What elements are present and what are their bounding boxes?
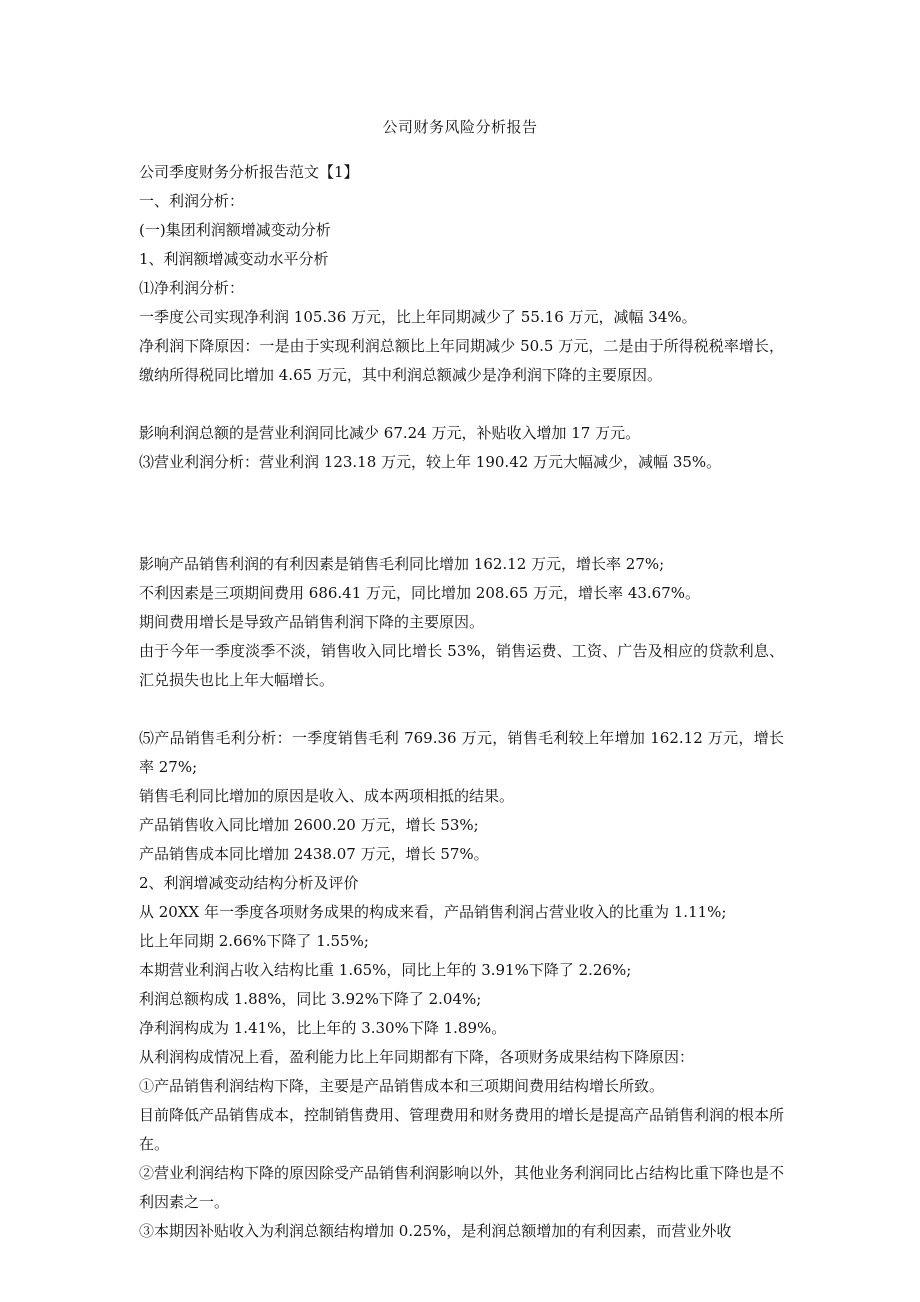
- subsection-heading: (一)集团利润额增减变动分析: [139, 221, 331, 239]
- paragraph: 由于今年一季度淡季不淡，销售收入同比增长 53%，销售运费、工资、广告及相应的贷款利息、汇兑损失也比上年大幅增长。: [139, 642, 784, 689]
- paragraph: 产品销售成本同比增加 2438.07 万元，增长 57%。: [139, 845, 489, 863]
- item-heading: ⑴净利润分析：: [139, 279, 245, 297]
- subsection-heading: 2、利润增减变动结构分析及评价: [139, 874, 359, 892]
- paragraph-gap: [139, 695, 784, 724]
- document-body: [139, 158, 784, 1246]
- paragraph: 影响利润总额的是营业利润同比减少 67.24 万元，补贴收入增加 17 万元。: [139, 424, 641, 442]
- paragraph: 利润总额构成 1.88%，同比 3.92%下降了 2.04%;: [139, 990, 482, 1008]
- paragraph: 从利润构成情况上看，盈利能力比上年同期都有下降，各项财务成果结构下降原因：: [139, 1048, 695, 1066]
- document-title: 公司财务风险分析报告: [382, 118, 538, 136]
- paragraph: 本期营业利润占收入结构比重 1.65%，同比上年的 3.91%下降了 2.26%;: [139, 961, 632, 979]
- paragraph: 净利润构成为 1.41%，比上年的 3.30%下降 1.89%。: [139, 1019, 507, 1037]
- section-heading: 公司季度财务分析报告范文【1】: [139, 163, 359, 181]
- paragraph: 目前降低产品销售成本，控制销售费用、管理费用和财务费用的增长是提高产品销售利润的根本所在。: [139, 1106, 785, 1153]
- paragraph: ①产品销售利润结构下降，主要是产品销售成本和三项期间费用结构增长所致。: [139, 1077, 665, 1095]
- paragraph: 期间费用增长是导致产品销售利润下降的主要原因。: [139, 613, 485, 631]
- subsection-heading: 1、利润额增减变动水平分析: [139, 250, 329, 268]
- paragraph-gap: [139, 390, 784, 419]
- paragraph: ②营业利润结构下降的原因除受产品销售利润影响以外，其他业务利润同比占结构比重下降也是不利因素之一。: [139, 1164, 785, 1211]
- paragraph: ⑸产品销售毛利分析：一季度销售毛利 769.36 万元，销售毛利较上年增加 162.12 万元，增长率 27%;: [139, 729, 784, 776]
- paragraph: 销售毛利同比增加的原因是收入、成本两项相抵的结果。: [139, 787, 515, 805]
- paragraph-gap: [139, 477, 784, 506]
- paragraph: 影响产品销售利润的有利因素是销售毛利同比增加 162.12 万元，增长率 27%;: [139, 555, 665, 573]
- paragraph-gap: [139, 506, 784, 550]
- paragraph: ⑶营业利润分析：营业利润 123.18 万元，较上年 190.42 万元大幅减少，减幅 35%。: [139, 453, 722, 471]
- paragraph: 不利因素是三项期间费用 686.41 万元，同比增加 208.65 万元，增长率 43.67%。: [139, 584, 701, 602]
- paragraph: 产品销售收入同比增加 2600.20 万元，增长 53%;: [139, 816, 479, 834]
- section-heading: 一、利润分析：: [139, 192, 245, 210]
- paragraph: 从 20XX 年一季度各项财务成果的构成来看，产品销售利润占营业收入的比重为 1.11%;: [139, 903, 727, 921]
- paragraph: 一季度公司实现净利润 105.36 万元，比上年同期减少了 55.16 万元，减幅 34%。: [139, 308, 697, 326]
- paragraph: ③本期因补贴收入为利润总额结构增加 0.25%，是利润总额增加的有利因素，而营业外收: [139, 1222, 732, 1240]
- paragraph: 净利润下降原因：一是由于实现利润总额比上年同期减少 50.5 万元，二是由于所得税税率增长，缴纳所得税同比增加 4.65 万元，其中利润总额减少是净利润下降的主要原因。: [139, 337, 784, 384]
- paragraph: 比上年同期 2.66%下降了 1.55%;: [139, 932, 369, 950]
